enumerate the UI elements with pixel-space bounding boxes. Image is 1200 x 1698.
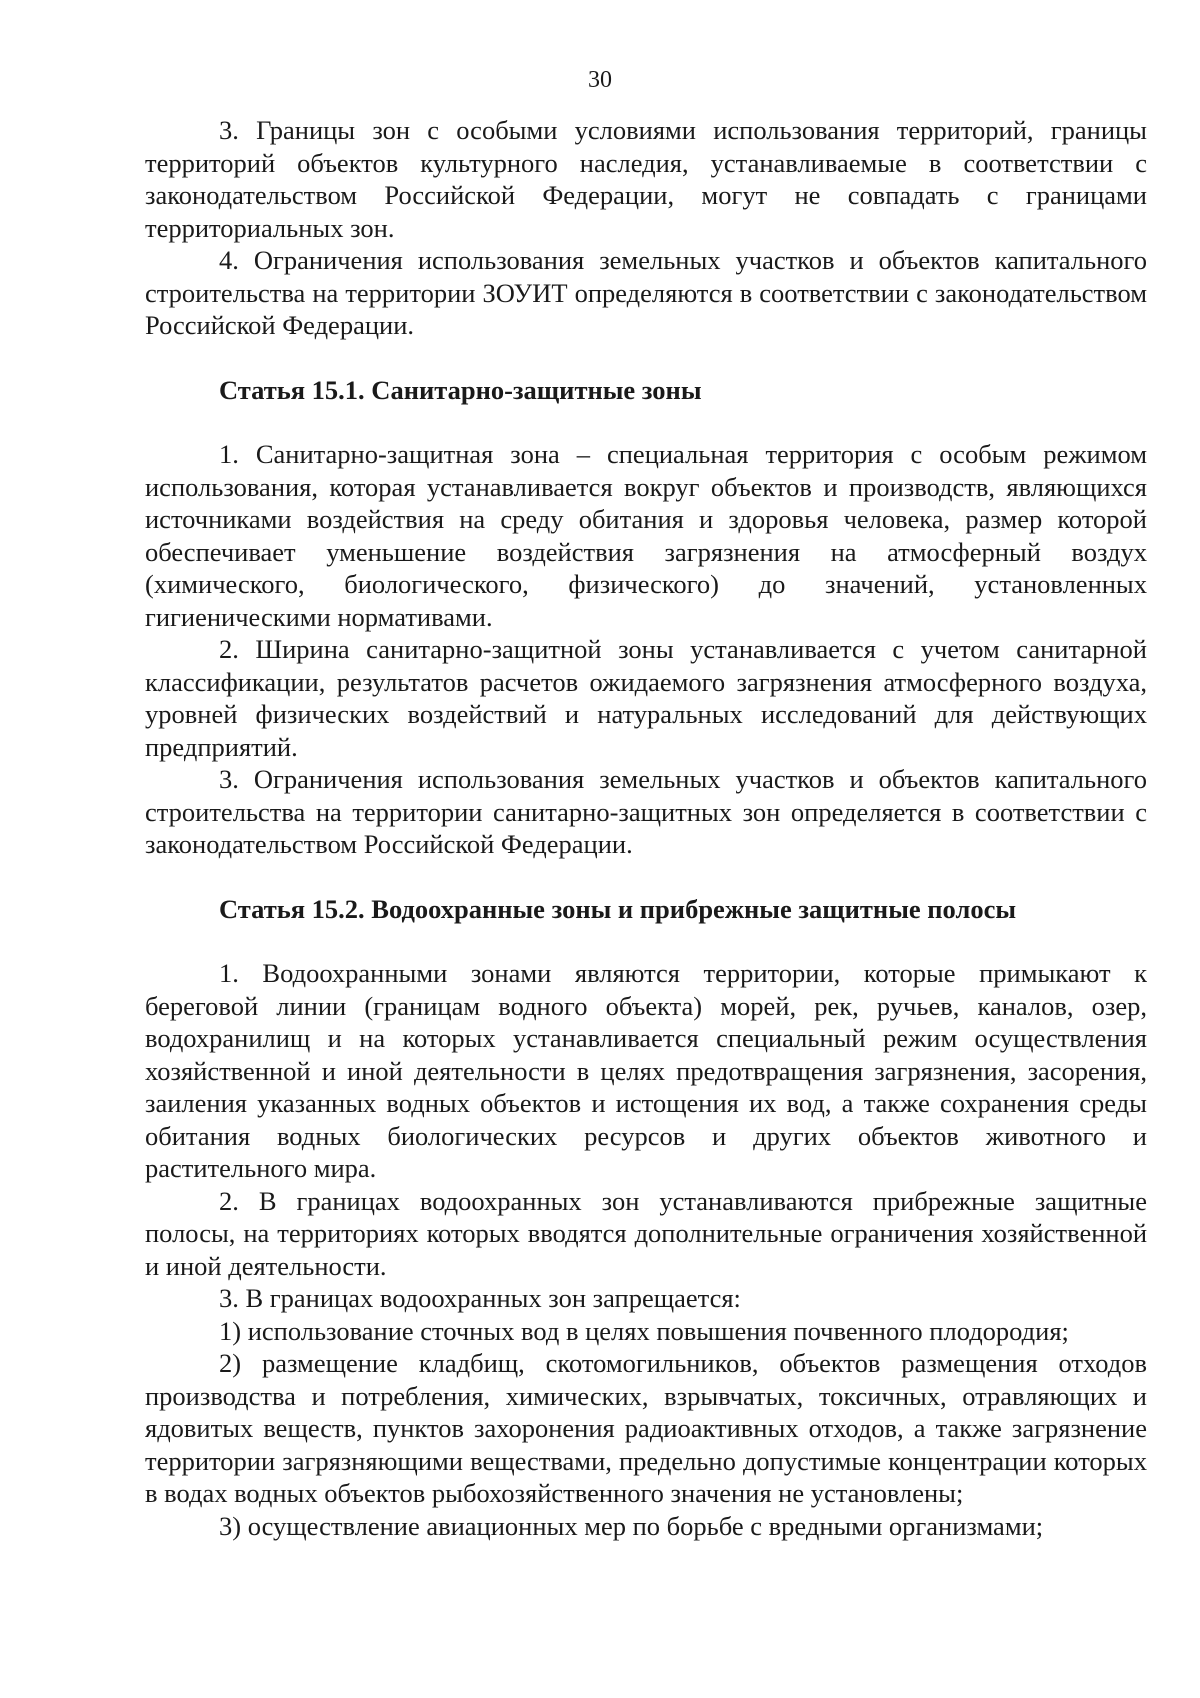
paragraph: 2. В границах водоохранных зон устанавливаются прибрежные защитные полосы, на территориях которых вводятся дополнительные ограничения хозяйственной и иной деятельности. bbox=[145, 1185, 1147, 1281]
list-item: 3) осуществление авиационных мер по борьбе с вредными организмами; bbox=[219, 1510, 1044, 1541]
paragraph: 1. Санитарно-защитная зона – специальная территория с особым режимом использования, которая устанавливается вокруг объектов и производств, являющихся источниками воздействия на среду обитания и здоровья человека, размер которой обеспечивает уменьшение воздействия загрязнения на атмосферный воздух (химического, биологического, физического) до значений, установленных гигиеническими нормативами. bbox=[145, 439, 1147, 632]
paragraph: 1. Водоохранными зонами являются территории, которые примыкают к береговой линии (границам водного объекта) морей, рек, ручьев, каналов, озер, водохранилищ и на которых устанавливается специальный режим осуществления хозяйственной и иной деятельности в целях предотвращения загрязнения, засорения, заиления указанных водных объектов и истощения их вод, а также сохранения среды обитания водных биологических ресурсов и других объектов животного и растительного мира. bbox=[145, 958, 1147, 1183]
paragraph: 3. Границы зон с особыми условиями использования территорий, границы территорий объектов культурного наследия, устанавливаемые в соответствии с законодательством Российской Федерации, могут не совпадать с границами территориальных зон. bbox=[145, 115, 1147, 243]
article-heading-15-2: Статья 15.2. Водоохранные зоны и прибрежные защитные полосы bbox=[219, 893, 1017, 924]
article-heading-15-1: Статья 15.1. Санитарно-защитные зоны bbox=[219, 374, 702, 405]
paragraph: 4. Ограничения использования земельных участков и объектов капитального строительства на территории ЗОУИТ определяются в соответствии с законодательством Российской Федерации. bbox=[145, 245, 1147, 340]
document-body bbox=[145, 114, 1147, 1542]
paragraph: 2. Ширина санитарно-защитной зоны устанавливается с учетом санитарной классификации, результатов расчетов ожидаемого загрязнения атмосферного воздуха, уровней физических воздействий и натуральных исследований для действующих предприятий. bbox=[145, 634, 1147, 762]
paragraph: 3. Ограничения использования земельных участков и объектов капитального строительства на территории санитарно-защитных зон определяется в соответствии с законодательством Российской Федерации. bbox=[145, 764, 1147, 859]
list-item: 1) использование сточных вод в целях повышения почвенного плодородия; bbox=[219, 1315, 1069, 1346]
paragraph: 3. В границах водоохранных зон запрещается: bbox=[219, 1283, 741, 1313]
list-item: 2) размещение кладбищ, скотомогильников, объектов размещения отходов производства и потребления, химических, взрывчатых, токсичных, отравляющих и ядовитых веществ, пунктов захоронения радиоактивных отходов, а также загрязнение территории загрязняющими веществами, предельно допустимые концентрации которых в водах водных объектов рыбохозяйственного значения не установлены; bbox=[145, 1348, 1147, 1508]
page-number: 30 bbox=[588, 67, 612, 93]
